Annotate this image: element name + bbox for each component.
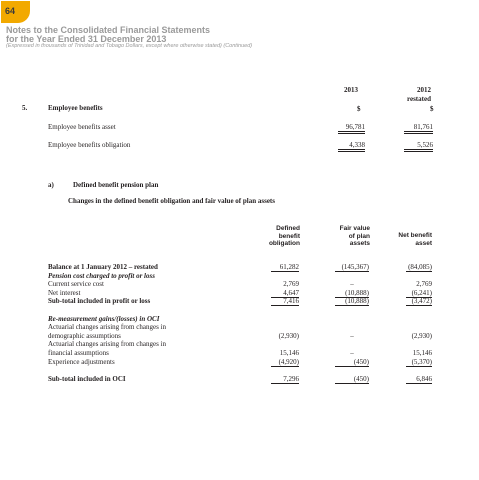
- table-cell-c1: 2,769: [283, 280, 299, 289]
- year-2013-header: 2013: [344, 86, 358, 94]
- table-cell-c2: (10,888): [335, 289, 369, 298]
- summary-value-v2013: 4,338: [338, 141, 365, 152]
- table-cell-c2: (450): [335, 375, 369, 384]
- table-cell-c3: (5,370): [406, 358, 432, 367]
- currency-2012: $: [430, 105, 434, 113]
- table-cell-c2: –: [350, 331, 354, 340]
- column-header-fair-value-plan-assets: Fair value of plan assets: [339, 225, 370, 247]
- table-cell-c3: (2,930): [411, 331, 432, 340]
- note-number: 5.: [22, 104, 28, 112]
- table-row-label: Re-measurement gains/(losses) in OCI: [48, 314, 160, 323]
- report-period: for the Year Ended 31 December 2013: [6, 34, 167, 44]
- table-cell-c3: (3,472): [406, 297, 432, 306]
- table-cell-c2: (10,888): [335, 297, 369, 306]
- column-header-defined-benefit-obligation: Defined benefit obligation: [268, 225, 300, 247]
- column-header-net-benefit-asset: Net benefit asset: [398, 232, 432, 247]
- summary-value-v2012: 5,526: [404, 141, 433, 152]
- table-row-label: demographic assumptions: [48, 331, 121, 340]
- table-row-label: Actuarial changes arising from changes in: [48, 340, 166, 349]
- table-row-label: Pension cost charged to profit or loss: [48, 271, 155, 280]
- table-cell-c3: (84,085): [406, 263, 432, 272]
- table-cell-c2: (145,367): [335, 263, 369, 272]
- restated-label: restated: [407, 95, 431, 103]
- report-units-note: (Expressed in thousands of Trinidad and Tobago Dollars, except where otherwise stated) (Continued): [6, 43, 253, 49]
- table-row-label: Sub-total included in OCI: [48, 374, 126, 383]
- summary-value-v2012: 81,761: [404, 123, 433, 134]
- note-title: Employee benefits: [48, 104, 103, 112]
- table-cell-c1: 4,647: [271, 289, 299, 298]
- table-cell-c3: 15,146: [412, 349, 432, 357]
- table-cell-c1: 7,296: [271, 375, 299, 384]
- table-cell-c3: 2,769: [416, 280, 432, 289]
- currency-2013: $: [357, 105, 361, 113]
- table-row-label: Experience adjustments: [48, 357, 115, 366]
- page-number: 64: [5, 6, 16, 16]
- page-number-badge: [1, 1, 30, 23]
- table-cell-c3: 6,846: [406, 375, 432, 384]
- report-title: Notes to the Consolidated Financial Statements: [6, 25, 211, 35]
- section-letter: a): [48, 181, 54, 189]
- table-cell-c1: (2,930): [278, 331, 299, 340]
- summary-row-label: Employee benefits asset: [48, 123, 116, 131]
- table-cell-c2: (450): [335, 358, 369, 367]
- summary-value-v2013: 96,781: [338, 123, 365, 134]
- table-cell-c2: –: [350, 280, 354, 289]
- section-subtitle: Changes in the defined benefit obligation and fair value of plan assets: [68, 197, 275, 205]
- table-cell-c2: –: [350, 349, 354, 357]
- table-row-label: Balance at 1 January 2012 – restated: [48, 263, 158, 271]
- table-cell-c3: (6,241): [406, 289, 432, 298]
- year-2012-header: 2012: [417, 86, 431, 94]
- table-cell-c1: (4,920): [271, 358, 299, 367]
- table-row-label: financial assumptions: [48, 349, 109, 357]
- table-cell-c1: 7,416: [271, 297, 299, 306]
- section-title: Defined benefit pension plan: [73, 181, 159, 189]
- table-row-label: Current service cost: [48, 280, 104, 289]
- table-row-label: Sub-total included in profit or loss: [48, 297, 151, 306]
- table-cell-c1: 15,146: [279, 349, 299, 357]
- summary-row-label: Employee benefits obligation: [48, 141, 131, 149]
- table-row-label: Net interest: [48, 288, 81, 297]
- table-row-label: Actuarial changes arising from changes in: [48, 323, 166, 332]
- table-cell-c1: 61,282: [271, 263, 299, 272]
